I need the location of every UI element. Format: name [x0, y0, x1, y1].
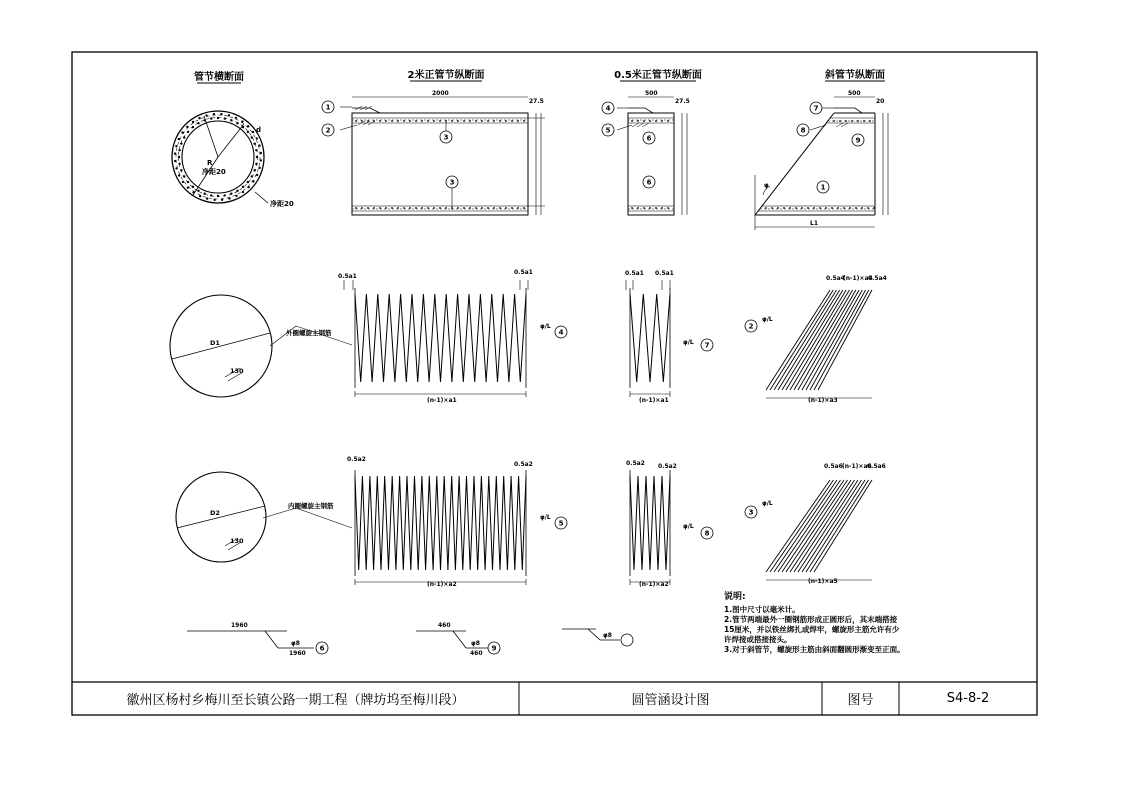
phi-l-label: φ/L [762, 316, 773, 323]
ring-rebar-dot [255, 149, 257, 151]
rebar-dot [457, 120, 459, 122]
phi-l-label: φ/L [683, 523, 694, 530]
ring-rebar-dot [180, 142, 182, 144]
ring-rebar-dot [203, 119, 205, 121]
rebar-dot [643, 120, 645, 122]
rebar-dot [427, 207, 429, 209]
rebar-dot [765, 207, 767, 209]
rebar-dot [825, 207, 827, 209]
title-long-05m: 0.5米正管节纵断面 [614, 70, 702, 81]
ring-rebar-dot [220, 113, 222, 115]
rebar-dot [493, 120, 495, 122]
note-line: 15厘米，并以铁丝绑扎或焊牢，螺旋形主筋允许有少 [724, 625, 900, 634]
ring-rebar-dot [198, 117, 200, 119]
ring-rebar-dot [224, 194, 226, 196]
ring-rebar-dot [205, 114, 207, 116]
callout-number: 7 [704, 341, 710, 350]
half-a1-right: 0.5a1 [514, 269, 533, 276]
ring-rebar-dot [228, 114, 230, 116]
ring-rebar-dot [241, 120, 243, 122]
spiral-skew-outer [814, 290, 869, 390]
ring-rebar-dot [242, 126, 244, 128]
rebar-dot [463, 207, 465, 209]
ring-rebar-dot [192, 121, 194, 123]
rebar-dot [481, 207, 483, 209]
ring-rebar-dot [256, 174, 258, 176]
rebar-dot [391, 120, 393, 122]
drawing-name: 圆管涵设计图 [631, 693, 710, 708]
rebar-dot [661, 207, 663, 209]
ring-rebar-dot [251, 175, 253, 177]
dim-500-skew: 500 [848, 90, 861, 97]
ring-rebar-dot [247, 186, 249, 188]
ring-rebar-dot [258, 167, 260, 169]
outer-main-bar-label: 外圈螺旋主钢筋 [286, 329, 332, 337]
callout-number: 7 [813, 104, 819, 113]
ring-rebar-dot [260, 159, 262, 161]
rebar-dot [367, 207, 369, 209]
rebar-dot [643, 207, 645, 209]
ring-rebar-dot [178, 163, 180, 165]
rebar-dot [361, 120, 363, 122]
spiral-outer-2m [355, 294, 526, 382]
callout-number: 1 [325, 103, 331, 112]
note-line: 1.图中尺寸以毫米计。 [724, 605, 800, 614]
rebar-dot [873, 207, 875, 209]
rebar-dot [867, 207, 869, 209]
rebar-dot [481, 120, 483, 122]
rebar-dot [843, 207, 845, 209]
rebar-dot [499, 120, 501, 122]
rebar-dot [667, 120, 669, 122]
rebar-dot [783, 207, 785, 209]
bar6-bottom: 460 [470, 650, 483, 657]
spiral-skew-outer [786, 290, 846, 390]
ring-rebar-dot [182, 181, 184, 183]
rebar-dot [795, 207, 797, 209]
spiral-skew-outer [766, 290, 830, 390]
rebar-dot [771, 207, 773, 209]
rebar-dot [391, 207, 393, 209]
bar-schedule [187, 629, 620, 648]
dynamic-marks [174, 113, 875, 585]
callout-number: 1 [820, 183, 826, 192]
ring-rebar-dot [197, 122, 199, 124]
callout-number: 4 [605, 104, 611, 113]
half-a2-left: 0.5a2 [347, 456, 366, 463]
rebar-dot [457, 207, 459, 209]
bar9-phi: φ8 [603, 632, 612, 639]
note-line: 2.管节两端最外一圈钢筋形成正圆形后，其末端搭接 [724, 615, 898, 624]
ring-rebar-dot [236, 122, 238, 124]
clear-distance-label: 净距20 [202, 168, 226, 176]
half-a2-right: 0.5a2 [514, 461, 533, 468]
rebar-dot [385, 120, 387, 122]
rebar-dot [649, 207, 651, 209]
span-inner-2m: (n-1)×a2 [427, 581, 457, 588]
rebar-dot [637, 207, 639, 209]
ring-rebar-dot [175, 167, 177, 169]
rebar-dot [631, 207, 633, 209]
rebar-dot [499, 207, 501, 209]
inner-main-bar-label: 内圈螺旋主钢筋 [288, 502, 334, 510]
rebar-dot [831, 207, 833, 209]
half-a4-left: 0.5a4 [826, 275, 845, 282]
ring-rebar-dot [213, 199, 215, 201]
notes-block [724, 592, 905, 655]
callout-number: 4 [558, 328, 564, 337]
callout-number: 9 [855, 136, 861, 145]
ring-rebar-dot [255, 163, 257, 165]
rebar-dot [655, 207, 657, 209]
rebar-dot [445, 120, 447, 122]
rebar-dot [409, 207, 411, 209]
ring-rebar-dot [213, 113, 215, 115]
ring-rebar-dot [187, 186, 189, 188]
spiral-skew-inner [814, 480, 872, 572]
rebar-dot [523, 207, 525, 209]
half-a2-right-05: 0.5a2 [658, 463, 677, 470]
rebar-dot [505, 120, 507, 122]
rebar-dot [415, 120, 417, 122]
rebar-dot [667, 207, 669, 209]
rebar-dot [517, 207, 519, 209]
rebar-dot [355, 120, 357, 122]
ring-rebar-dot [258, 144, 260, 146]
rebar-dot [409, 120, 411, 122]
rebar-dot [637, 120, 639, 122]
ring-rebar-dot [230, 192, 232, 194]
callout-number: 6 [319, 644, 325, 653]
rebar-dot [433, 207, 435, 209]
callout-number: 9 [491, 644, 497, 653]
callout-number: 6 [646, 134, 652, 143]
phi-l-label: φ/L [540, 323, 551, 330]
spiral-skew-inner [806, 480, 865, 572]
ring-rebar-dot [187, 181, 189, 183]
dim-L1: L1 [810, 220, 818, 227]
rebar-dot [451, 120, 453, 122]
pipe-cross-section [172, 111, 268, 203]
notes-heading: 说明: [724, 592, 746, 602]
ring-rebar-dot [197, 190, 199, 192]
rebar-dot [451, 207, 453, 209]
ring-rebar-dot [235, 117, 237, 119]
rebar-dot [523, 120, 525, 122]
project-title: 徽州区杨村乡梅川至长镇公路一期工程（牌坊坞至梅川段） [126, 693, 465, 708]
ring-rebar-dot [253, 142, 255, 144]
rebar-dot [807, 207, 809, 209]
inner-ring-circle [176, 472, 352, 562]
rebar-dot [837, 207, 839, 209]
rebar-dot [855, 207, 857, 209]
rebar-dot [487, 207, 489, 209]
rebar-dot [851, 120, 853, 122]
ring-rebar-dot [236, 190, 238, 192]
ring-rebar-dot [247, 125, 249, 127]
bar3-phi: φ8 [291, 640, 300, 647]
ring-rebar-dot [187, 131, 189, 133]
longitudinal-05m [617, 97, 687, 215]
rebar-dot [511, 120, 513, 122]
rebar-dot [379, 120, 381, 122]
ring-rebar-dot [203, 192, 205, 194]
ring-rebar-dot [183, 175, 185, 177]
ring-rebar-dot [178, 156, 180, 158]
rebar-dot [863, 120, 865, 122]
spiral-skew-inner [810, 480, 869, 572]
spiral-skew-inner [778, 480, 841, 572]
ring-rebar-dot [253, 169, 255, 171]
ring-rebar-dot [224, 117, 226, 119]
spiral-skew-inner [786, 480, 848, 572]
ring-rebar-dot [221, 199, 223, 201]
rebar-dot [397, 207, 399, 209]
rebar-dot [839, 120, 841, 122]
span-skew-outer: (n-1)×a3 [808, 397, 838, 404]
rebar-dot [789, 207, 791, 209]
rebar-dot [845, 120, 847, 122]
ring-rebar-dot [217, 117, 219, 119]
dim-27-5: 27.5 [529, 98, 544, 105]
span-inner-05m: (n-1)×a2 [639, 581, 669, 588]
ring-rebar-dot [183, 136, 185, 138]
spiral-skew-outer [810, 290, 866, 390]
rebar-dot [367, 120, 369, 122]
half-a6-left: 0.5a6 [824, 463, 843, 470]
rebar-dot [469, 207, 471, 209]
callout-number: 8 [800, 126, 806, 135]
title-long-2m: 2米正管节纵断面 [407, 70, 485, 81]
pitch-label: 130 [230, 537, 244, 545]
note-line: 3.对于斜管节，螺旋形主筋由斜面翻圆形渐变至正面。 [724, 645, 905, 654]
rebar-dot [819, 207, 821, 209]
spiral-outer-05m [630, 294, 670, 382]
diameter-label: d [256, 126, 262, 134]
rebar-dot [403, 120, 405, 122]
ring-rebar-dot [256, 137, 258, 139]
rebar-dot [833, 120, 835, 122]
rebar-dot [777, 207, 779, 209]
rebar-dot [475, 120, 477, 122]
rebar-dot [445, 207, 447, 209]
rebar-dot [869, 120, 871, 122]
note-line: 许焊接或搭接接头。 [724, 635, 792, 644]
ring-rebar-dot [174, 152, 176, 154]
rebar-dot [379, 207, 381, 209]
ring-rebar-dot [178, 138, 180, 140]
phi-l-label: φ/L [762, 500, 773, 507]
ring-rebar-dot [235, 195, 237, 197]
figure-number: S4-8-2 [946, 691, 990, 706]
rebar-dot [861, 207, 863, 209]
a6-mid: (n-1)×a6 [842, 463, 872, 470]
rebar-dot [469, 120, 471, 122]
a4-mid: (n-1)×a4 [843, 275, 873, 282]
ring-rebar-dot [175, 145, 177, 147]
ring-rebar-dot [192, 191, 194, 193]
ring-rebar-dot [192, 126, 194, 128]
rebar-dot [421, 120, 423, 122]
rebar-dot [373, 120, 375, 122]
pitch-label: 130 [230, 367, 244, 375]
ring-rebar-dot [217, 195, 219, 197]
rebar-dot [849, 207, 851, 209]
ring-rebar-dot [199, 195, 201, 197]
rebar-dot [439, 120, 441, 122]
spiral-skew-outer [790, 290, 849, 390]
dim-27-5: 27.5 [675, 98, 690, 105]
phi-l-label: φ/L [683, 339, 694, 346]
half-a1-left: 0.5a1 [338, 273, 357, 280]
rebar-dot [487, 120, 489, 122]
longitudinal-skew [755, 97, 888, 230]
half-a6-right: 0.5a6 [867, 463, 886, 470]
figure-number-label: 图号 [847, 693, 874, 708]
spiral-inner-2m [355, 476, 526, 570]
callout-number: 2 [748, 322, 754, 331]
callout-number: 3 [449, 178, 455, 187]
rebar-dot [857, 120, 859, 122]
half-a1-left-05: 0.5a1 [625, 270, 644, 277]
ring-rebar-dot [192, 186, 194, 188]
callout-number: 3 [748, 508, 754, 517]
half-a2-left-05: 0.5a2 [626, 460, 645, 467]
callout-number: 5 [558, 519, 564, 528]
ring-rebar-dot [178, 174, 180, 176]
rebar-dot [505, 207, 507, 209]
dim-2000: 2000 [432, 90, 449, 97]
phi-l-label: φ/L [540, 514, 551, 521]
rebar-dot [373, 207, 375, 209]
d2-label: D2 [210, 509, 220, 517]
rebar-dot [355, 207, 357, 209]
ring-rebar-dot [174, 160, 176, 162]
rebar-dot [801, 207, 803, 209]
half-a4-right: 0.5a4 [868, 275, 887, 282]
rebar-dot [433, 120, 435, 122]
ring-rebar-dot [210, 117, 212, 119]
ring-rebar-dot [206, 197, 208, 199]
ring-rebar-dot [252, 180, 254, 182]
ring-rebar-dot [247, 131, 249, 133]
span-outer-2m: (n-1)×a1 [427, 397, 457, 404]
ring-rebar-dot [186, 126, 188, 128]
callout-number: 5 [605, 126, 611, 135]
rebar-dot [439, 207, 441, 209]
rebar-dot [385, 207, 387, 209]
rebar-dot [463, 120, 465, 122]
ring-rebar-dot [242, 186, 244, 188]
title-cross-section: 管节横断面 [194, 72, 244, 83]
rebar-dot [661, 120, 663, 122]
ring-rebar-dot [230, 119, 232, 121]
rebar-dot [475, 207, 477, 209]
ring-rebar-dot [252, 131, 254, 133]
dim-20: 20 [876, 98, 885, 105]
span-skew-inner: (n-1)×a5 [808, 578, 838, 585]
spiral-skew-outer [818, 290, 872, 390]
rebar-dot [403, 207, 405, 209]
ring-rebar-dot [256, 156, 258, 158]
callout-number: 6 [646, 178, 652, 187]
clear-distance-label: 净距20 [270, 200, 294, 208]
rebar-dot [655, 120, 657, 122]
ring-rebar-dot [251, 136, 253, 138]
rebar-dot [493, 207, 495, 209]
rebar-dot [631, 120, 633, 122]
rebar-dot [511, 207, 513, 209]
rebar-dot [517, 120, 519, 122]
ring-rebar-dot [260, 152, 262, 154]
ring-rebar-dot [178, 149, 180, 151]
span-outer-05m: (n-1)×a1 [639, 397, 669, 404]
d1-label: D1 [210, 339, 220, 347]
callout-circle [621, 634, 633, 646]
bar3-bottom: 1960 [289, 650, 306, 657]
ring-rebar-dot [181, 131, 183, 133]
skew-angle-label: φ [764, 182, 769, 189]
bar6-length: 460 [438, 622, 451, 629]
ring-rebar-dot [228, 197, 230, 199]
rebar-dot [397, 120, 399, 122]
rebar-dot [415, 207, 417, 209]
ring-rebar-dot [247, 181, 249, 183]
callout-number: 2 [325, 126, 331, 135]
longitudinal-2m [340, 97, 545, 215]
callout-number: 8 [704, 529, 710, 538]
ring-rebar-dot [210, 194, 212, 196]
bar3-length: 1960 [231, 622, 248, 629]
radius-label: R [207, 159, 213, 167]
half-a1-right-05: 0.5a1 [655, 270, 674, 277]
rebar-dot [361, 207, 363, 209]
outer-ring-circle [170, 295, 352, 397]
rebar-dot [427, 120, 429, 122]
rebar-dot [421, 207, 423, 209]
ring-rebar-dot [242, 191, 244, 193]
spiral-inner-05m [630, 476, 670, 570]
dim-500: 500 [645, 90, 658, 97]
spiral-skew-inner [782, 480, 844, 572]
bar6-phi: φ8 [471, 640, 480, 647]
rebar-dot [813, 207, 815, 209]
ring-rebar-dot [180, 169, 182, 171]
rebar-dot [649, 120, 651, 122]
callout-number: 3 [443, 133, 449, 142]
spiral-skew-inner [802, 480, 862, 572]
title-long-skew: 斜管节纵断面 [825, 70, 885, 81]
